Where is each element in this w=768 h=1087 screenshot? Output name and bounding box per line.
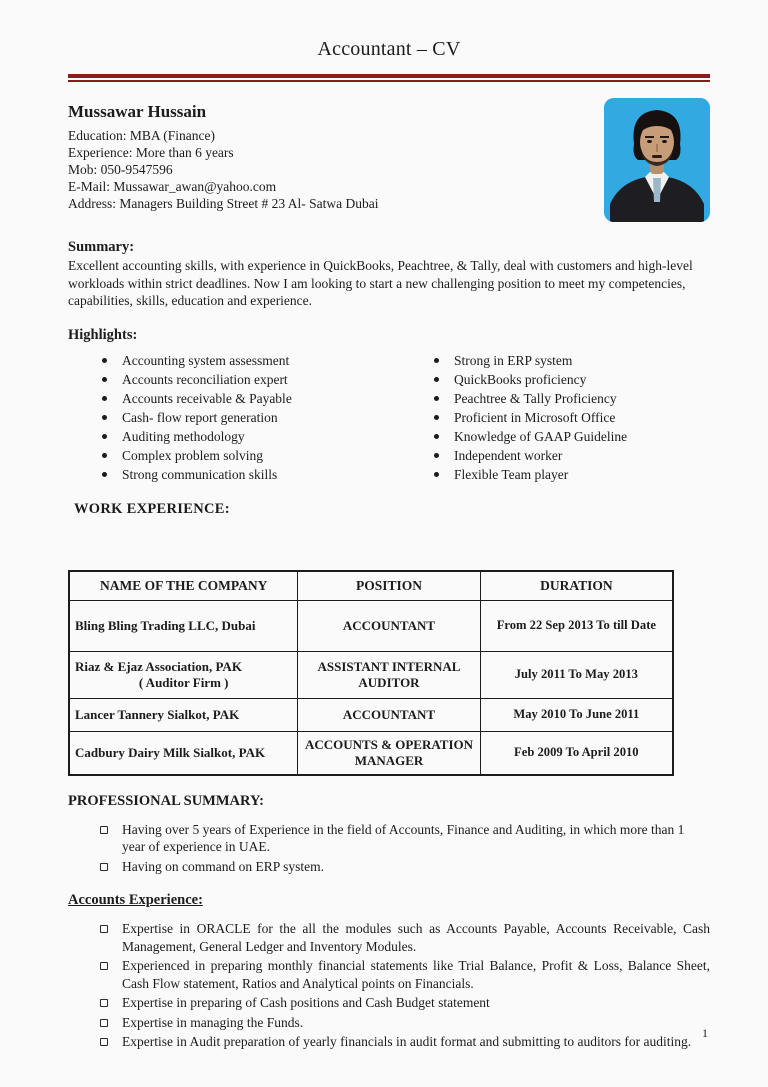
highlight-text: Accounts receivable & Payable (122, 390, 292, 406)
duration-cell: July 2011 To May 2013 (480, 651, 673, 698)
list-item (100, 994, 710, 1012)
list-item (100, 1033, 710, 1051)
bullet-icon (434, 415, 439, 420)
accounts-experience-section (68, 892, 710, 1051)
position-cell: ACCOUNTANT (298, 698, 480, 731)
list-item (100, 1014, 710, 1032)
duration-cell: Feb 2009 To April 2010 (480, 731, 673, 775)
summary-text: Excellent accounting skills, with experience in QuickBooks, Peachtree, & Tally, deal with customers and high-level workloads within strict deadlines. Now I am looking to start a new challenging position to meet my competencies, capabilities, skills, education and experience. (68, 258, 693, 309)
highlight-text: Accounting system assessment (122, 352, 290, 368)
portrait-illustration (604, 98, 710, 222)
list-item (100, 465, 400, 484)
position-cell: ASSISTANT INTERNAL AUDITOR (298, 651, 480, 698)
experience-item-text: Expertise in managing the Funds. (122, 1014, 304, 1030)
bullet-icon (434, 358, 439, 363)
square-bullet-icon (100, 826, 108, 834)
position-cell: ACCOUNTS & OPERATION MANAGER (298, 731, 480, 775)
portrait-photo (604, 98, 710, 222)
list-item (100, 351, 400, 370)
company-cell (69, 731, 298, 775)
professional-summary-heading: PROFESSIONAL SUMMARY: (68, 792, 264, 809)
list-item (432, 465, 710, 484)
list-item (100, 408, 400, 427)
company-name: Lancer Tannery Sialkot, PAK (75, 706, 240, 722)
summary-item-text: Having over 5 years of Experience in the field of Accounts, Finance and Auditing, in which more than 1 year of experience in UAE. (122, 821, 685, 855)
summary-item-text: Having on command on ERP system. (122, 858, 324, 874)
table-row (69, 600, 673, 651)
professional-summary-section (68, 793, 710, 876)
bullet-icon (102, 377, 107, 382)
bullet-icon (102, 415, 107, 420)
summary-heading: Summary: (68, 239, 135, 256)
list-item (100, 427, 400, 446)
highlights-right-column (400, 351, 710, 484)
professional-summary-list (68, 821, 710, 876)
company-cell (69, 698, 298, 731)
table-row (69, 698, 673, 731)
highlight-text: Auditing methodology (122, 428, 245, 444)
company-cell (69, 600, 298, 651)
table-header-row (69, 571, 673, 601)
bullet-icon (434, 377, 439, 382)
work-experience-heading: WORK EXPERIENCE: (74, 500, 230, 517)
duration-cell: From 22 Sep 2013 To till Date (480, 600, 673, 651)
mobile-line: Mob: 050-9547596 (68, 162, 173, 178)
list-item (432, 446, 710, 465)
bullet-icon (434, 434, 439, 439)
highlight-text: Cash- flow report generation (122, 409, 278, 425)
bullet-icon (434, 453, 439, 458)
bullet-icon (434, 472, 439, 477)
accounts-experience-heading: Accounts Experience: (68, 892, 203, 909)
list-item (100, 370, 400, 389)
bullet-icon (102, 472, 107, 477)
bullet-icon (102, 453, 107, 458)
experience-item-text: Experienced in preparing monthly financial statements like Trial Balance, Profit & Loss, Balance Sheet, Cash Flow statement, Ratios and Analytical points on Financials. (122, 958, 710, 991)
column-header-company: NAME OF THE COMPANY (69, 571, 298, 601)
list-item (100, 920, 710, 955)
list-item (432, 408, 710, 427)
column-header-duration: DURATION (480, 571, 673, 601)
title-divider (68, 74, 710, 82)
address-line: Address: Managers Building Street # 23 Al- Satwa Dubai (68, 196, 379, 212)
page-number: 1 (702, 1026, 708, 1040)
list-item (100, 389, 400, 408)
list-item (100, 821, 710, 856)
table-row (69, 731, 673, 775)
profile-section (68, 102, 710, 222)
highlight-text: Strong in ERP system (454, 352, 573, 368)
highlights-left-column (68, 351, 400, 484)
experience-line: Experience: More than 6 years (68, 145, 234, 161)
highlights-section (68, 327, 710, 484)
highlight-text: Flexible Team player (454, 466, 569, 482)
work-experience-table (68, 570, 674, 776)
education-line: Education: MBA (Finance) (68, 128, 215, 144)
highlight-text: Peachtree & Tally Proficiency (454, 390, 617, 406)
company-name: Riaz & Ejaz Association, PAK (75, 658, 242, 674)
page-title: Accountant – CV (317, 38, 461, 60)
highlights-columns (68, 351, 710, 484)
company-cell (69, 651, 298, 698)
list-item (432, 427, 710, 446)
company-name: Cadbury Dairy Milk Sialkot, PAK (75, 744, 266, 760)
bullet-icon (434, 396, 439, 401)
list-item (432, 370, 710, 389)
company-subtext: ( Auditor Firm ) (138, 674, 229, 690)
company-name: Bling Bling Trading LLC, Dubai (75, 617, 256, 633)
highlight-text: Strong communication skills (122, 466, 278, 482)
table-row (69, 651, 673, 698)
summary-section (68, 239, 710, 310)
list-item (432, 389, 710, 408)
bullet-icon (102, 434, 107, 439)
square-bullet-icon (100, 925, 108, 933)
highlight-text: QuickBooks proficiency (454, 371, 587, 387)
experience-item-text: Expertise in ORACLE for the all the modules such as Accounts Payable, Accounts Receivable, Cash Management, General Ledger and Inventory Modules. (122, 921, 710, 954)
list-item (100, 858, 710, 876)
highlight-text: Accounts reconciliation expert (122, 371, 288, 387)
square-bullet-icon (100, 999, 108, 1007)
square-bullet-icon (100, 1019, 108, 1027)
square-bullet-icon (100, 962, 108, 970)
list-item (100, 957, 710, 992)
highlight-text: Complex problem solving (122, 447, 263, 463)
accounts-experience-list (68, 920, 710, 1051)
profile-info (68, 102, 378, 222)
highlight-text: Independent worker (454, 447, 563, 463)
candidate-name: Mussawar Hussain (68, 102, 207, 122)
column-header-position: POSITION (298, 571, 480, 601)
square-bullet-icon (100, 863, 108, 871)
bullet-icon (102, 358, 107, 363)
list-item (100, 446, 400, 465)
experience-item-text: Expertise in Audit preparation of yearly financials in audit format and submitting to auditors for auditing. (122, 1034, 692, 1050)
square-bullet-icon (100, 1038, 108, 1046)
highlights-heading: Highlights: (68, 326, 138, 343)
highlight-text: Proficient in Microsoft Office (454, 409, 616, 425)
experience-item-text: Expertise in preparing of Cash positions and Cash Budget statement (122, 995, 490, 1011)
email-line: E-Mail: Mussawar_awan@yahoo.com (68, 179, 277, 195)
list-item (432, 351, 710, 370)
position-cell: ACCOUNTANT (298, 600, 480, 651)
highlight-text: Knowledge of GAAP Guideline (454, 428, 628, 444)
duration-cell: May 2010 To June 2011 (480, 698, 673, 731)
bullet-icon (102, 396, 107, 401)
